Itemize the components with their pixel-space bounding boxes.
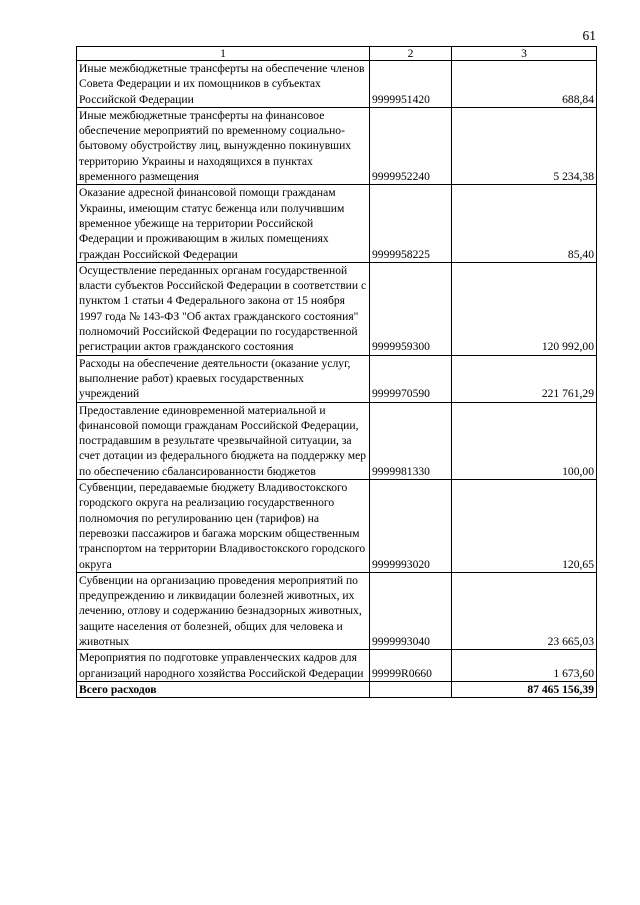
header-row [77, 47, 597, 61]
expense-code: 9999981330 [370, 402, 452, 479]
expense-code: 9999958225 [370, 185, 452, 262]
expense-name: Иные межбюджетные трансферты на финансовое обеспечение мероприятий по временному социально-бытовому обустройству лиц, вынужденно покинувших территорию Украины и находящихся в пунктах временного размещения [77, 107, 370, 184]
expense-amount: 120 992,00 [452, 262, 597, 355]
expense-code: 9999993020 [370, 480, 452, 573]
expense-amount: 5 234,38 [452, 107, 597, 184]
expense-amount: 221 761,29 [452, 355, 597, 402]
header-col-3: 3 [452, 47, 597, 61]
expense-name: Мероприятия по подготовке управленческих кадров для организаций народного хозяйства Российской Федерации [77, 650, 370, 682]
table-row [77, 262, 597, 355]
expense-amount: 1 673,60 [452, 650, 597, 682]
expense-amount: 23 665,03 [452, 572, 597, 649]
total-row [77, 681, 597, 697]
expense-name: Субвенции на организацию проведения мероприятий по предупреждению и ликвидации болезней животных, их лечению, отлову и содержанию безнадзорных животных, защите населения от болезней, общих для человека и животных [77, 572, 370, 649]
expense-name: Расходы на обеспечение деятельности (оказание услуг, выполнение работ) краевых государственных учреждений [77, 355, 370, 402]
table-row [77, 650, 597, 682]
table-row [77, 107, 597, 184]
expense-code: 9999951420 [370, 61, 452, 108]
expense-name: Предоставление единовременной материальной и финансовой помощи гражданам Российской Федерации, пострадавшим в результате чрезвычайной ситуации, за счет дотации из федерального бюджета на поддержку мер по обеспечению сбалансированности бюджетов [77, 402, 370, 479]
expense-amount: 85,40 [452, 185, 597, 262]
table-row [77, 355, 597, 402]
expense-name: Субвенции, передаваемые бюджету Владивостокского городского округа на реализацию государственного полномочия по регулированию цен (тарифов) на перевозки пассажиров и багажа морским общественным транспортом на территории Владивостокского городского округа [77, 480, 370, 573]
table-row [77, 61, 597, 108]
header-col-1: 1 [77, 47, 370, 61]
expense-amount: 688,84 [452, 61, 597, 108]
expense-code: 99999R0660 [370, 650, 452, 682]
expense-code: 9999993040 [370, 572, 452, 649]
expense-code: 9999952240 [370, 107, 452, 184]
expense-name: Оказание адресной финансовой помощи гражданам Украины, имеющим статус беженца или получившим временное убежище на территории Российской Федерации и проживающим в жилых помещениях граждан Российской Федерации [77, 185, 370, 262]
page-number: 61 [582, 28, 596, 43]
expense-code: 9999970590 [370, 355, 452, 402]
expense-code: 9999959300 [370, 262, 452, 355]
total-label: Всего расходов [77, 681, 370, 697]
header-col-2: 2 [370, 47, 452, 61]
expense-amount: 100,00 [452, 402, 597, 479]
expense-amount: 120,65 [452, 480, 597, 573]
table-row [77, 480, 597, 573]
table-row [77, 402, 597, 479]
expenditure-table [76, 46, 597, 698]
expense-name: Осуществление переданных органам государственной власти субъектов Российской Федерации в соответствии с пунктом 1 статьи 4 Федерального закона от 15 ноября 1997 года № 143-ФЗ "Об актах гражданского состояния" полномочий Российской Федерации по государственной регистрации актов гражданского состояния [77, 262, 370, 355]
table-row [77, 185, 597, 262]
table-row [77, 572, 597, 649]
total-amount: 87 465 156,39 [452, 681, 597, 697]
expense-name: Иные межбюджетные трансферты на обеспечение членов Совета Федерации и их помощников в субъектах Российской Федерации [77, 61, 370, 108]
total-code-empty [370, 681, 452, 697]
